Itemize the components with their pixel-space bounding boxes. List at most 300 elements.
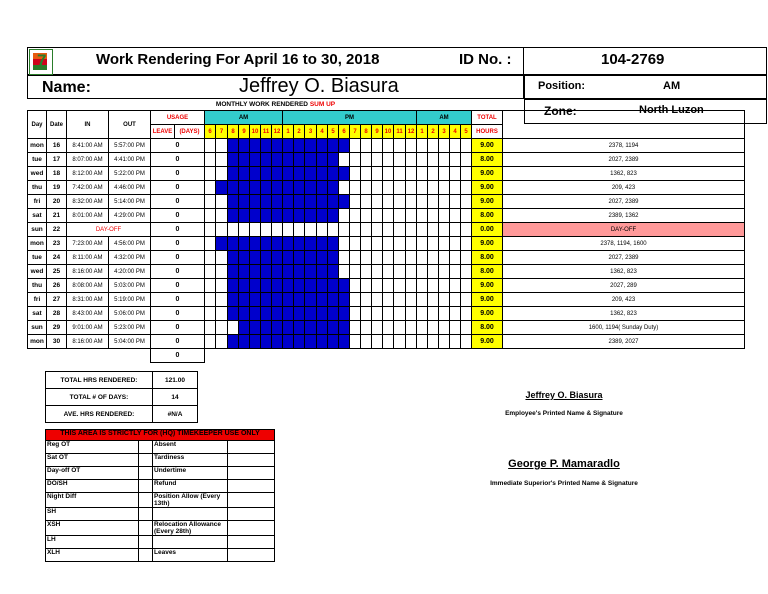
hour-cell: [383, 307, 394, 321]
row-note: 209, 423: [503, 293, 745, 307]
hour-cell: [428, 279, 439, 293]
hour-cell: [339, 195, 350, 209]
hour-cell: [317, 335, 328, 349]
hour-cell: [328, 335, 339, 349]
hour-cell: [328, 153, 339, 167]
hour-cell: [250, 335, 261, 349]
hour-cell: [339, 279, 350, 293]
hour-cell: [294, 223, 305, 237]
hq-right-label: Absent: [153, 441, 228, 454]
total-header: TOTAL: [472, 111, 503, 125]
hq-right-label: Leaves: [153, 549, 228, 562]
hour-col-header: 6: [339, 125, 350, 139]
usage-header: USAGE: [151, 111, 205, 125]
hour-cell: [261, 223, 272, 237]
row-leave: 0: [151, 307, 205, 321]
hour-cell: [250, 251, 261, 265]
hour-cell: [305, 279, 317, 293]
hour-cell: [461, 237, 472, 251]
hour-cell: [339, 293, 350, 307]
hour-cell: [350, 167, 361, 181]
hq-left-label: DO/SH: [46, 480, 139, 493]
hour-cell: [417, 251, 428, 265]
table-row: [28, 279, 745, 293]
hour-cell: [450, 279, 461, 293]
hour-cell: [239, 293, 250, 307]
hour-cell: [461, 195, 472, 209]
hour-cell: [305, 223, 317, 237]
hour-cell: [261, 209, 272, 223]
row-in: 8:07:00 AM: [67, 153, 109, 167]
hour-cell: [461, 181, 472, 195]
hour-cell: [328, 181, 339, 195]
hour-col-header: 11: [394, 125, 406, 139]
row-in: 8:11:00 AM: [67, 251, 109, 265]
hour-cell: [339, 307, 350, 321]
hour-cell: [439, 293, 450, 307]
hour-cell: [383, 251, 394, 265]
row-in: 8:41:00 AM: [67, 139, 109, 153]
hq-right-value: [228, 454, 275, 467]
row-out: 5:06:00 PM: [109, 307, 151, 321]
hour-cell: [272, 195, 283, 209]
hour-cell: [339, 167, 350, 181]
row-date: 30: [47, 335, 67, 349]
row-out: 4:41:00 PM: [109, 153, 151, 167]
table-row: [28, 139, 745, 153]
hour-cell: [406, 237, 417, 251]
hour-cell: [417, 167, 428, 181]
hour-cell: [450, 153, 461, 167]
hq-right-label: Position Allow (Every 13th): [153, 493, 228, 508]
row-total-hours: 8.00: [472, 321, 503, 335]
hour-cell: [261, 279, 272, 293]
hour-cell: [216, 251, 228, 265]
hour-cell: [261, 153, 272, 167]
hour-cell: [461, 251, 472, 265]
table-row: [28, 335, 745, 349]
hour-cell: [383, 223, 394, 237]
hour-cell: [261, 293, 272, 307]
table-row: [28, 293, 745, 307]
hour-cell: [461, 139, 472, 153]
hour-cell: [406, 139, 417, 153]
hour-cell: [328, 307, 339, 321]
hour-cell: [394, 307, 406, 321]
hour-cell: [283, 195, 294, 209]
hour-cell: [250, 321, 261, 335]
hour-col-header: 3: [439, 125, 450, 139]
table-row: [28, 251, 745, 265]
row-in: 8:01:00 AM: [67, 209, 109, 223]
hq-left-value: [139, 467, 153, 480]
row-total-hours: 9.00: [472, 237, 503, 251]
hour-cell: [272, 279, 283, 293]
hour-col-header: 1: [283, 125, 294, 139]
hour-cell: [272, 209, 283, 223]
hour-cell: [228, 209, 239, 223]
hq-right-label: Relocation Allowance (Every 28th): [153, 521, 228, 536]
hour-cell: [228, 293, 239, 307]
row-day: thu: [28, 279, 47, 293]
hour-cell: [361, 167, 372, 181]
hq-right-value: [228, 441, 275, 454]
hour-cell: [461, 335, 472, 349]
hour-cell: [417, 279, 428, 293]
hour-cell: [450, 181, 461, 195]
hour-cell: [350, 209, 361, 223]
hour-cell: [239, 335, 250, 349]
hq-timekeeper-table: [45, 429, 275, 562]
hour-cell: [372, 167, 383, 181]
hour-col-header: 11: [261, 125, 272, 139]
hour-cell: [283, 223, 294, 237]
hour-cell: [283, 265, 294, 279]
page-title: Work Rendering For April 16 to 30, 2018: [96, 51, 380, 68]
hour-cell: [361, 223, 372, 237]
hour-cell: [428, 209, 439, 223]
hour-cell: [272, 167, 283, 181]
hour-cell: [317, 153, 328, 167]
hour-cell: [283, 279, 294, 293]
hq-left-label: LH: [46, 536, 139, 549]
hour-cell: [383, 167, 394, 181]
hour-cell: [317, 307, 328, 321]
ave-hrs-label: AVE. HRS RENDERED:: [46, 406, 153, 423]
row-note: 2027, 289: [503, 279, 745, 293]
row-date: 27: [47, 293, 67, 307]
hour-cell: [317, 181, 328, 195]
hour-cell: [439, 335, 450, 349]
hour-cell: [461, 307, 472, 321]
am-header: AM: [205, 111, 283, 125]
total-hrs-label: TOTAL HRS RENDERED:: [46, 372, 153, 389]
hour-cell: [205, 321, 216, 335]
row-note: 1362, 823: [503, 307, 745, 321]
row-date: 20: [47, 195, 67, 209]
hour-cell: [350, 181, 361, 195]
hour-cell: [417, 335, 428, 349]
hour-cell: [205, 195, 216, 209]
hq-right-value: [228, 521, 275, 536]
row-note: 209, 423: [503, 181, 745, 195]
hour-cell: [272, 265, 283, 279]
hour-cell: [428, 139, 439, 153]
hour-cell: [383, 195, 394, 209]
hour-cell: [239, 209, 250, 223]
hour-cell: [339, 251, 350, 265]
hq-left-label: Sat OT: [46, 454, 139, 467]
hour-cell: [406, 293, 417, 307]
row-total-hours: 9.00: [472, 167, 503, 181]
hour-cell: [417, 293, 428, 307]
date-header: Date: [47, 111, 67, 139]
hq-left-label: Night Diff: [46, 493, 139, 508]
note-header-spacer: [503, 111, 745, 139]
hour-cell: [406, 209, 417, 223]
hour-col-header: 2: [428, 125, 439, 139]
days-header: (DAYS): [175, 125, 205, 139]
hour-cell: [461, 265, 472, 279]
hour-cell: [328, 251, 339, 265]
hour-cell: [428, 251, 439, 265]
row-total-hours: 9.00: [472, 195, 503, 209]
row-date: 16: [47, 139, 67, 153]
hour-cell: [339, 139, 350, 153]
hour-cell: [328, 279, 339, 293]
hour-cell: [294, 181, 305, 195]
hour-cell: [383, 321, 394, 335]
row-out: 4:29:00 PM: [109, 209, 151, 223]
hour-cell: [428, 181, 439, 195]
hour-cell: [461, 167, 472, 181]
hour-cell: [406, 265, 417, 279]
hour-cell: [428, 153, 439, 167]
zone-label: Zone:: [544, 104, 577, 118]
row-day: fri: [28, 293, 47, 307]
hour-cell: [250, 293, 261, 307]
hq-right-value: [228, 467, 275, 480]
hour-cell: [283, 139, 294, 153]
hour-cell: [239, 265, 250, 279]
hour-cell: [339, 181, 350, 195]
hour-cell: [294, 195, 305, 209]
hour-cell: [317, 251, 328, 265]
in-header: IN: [67, 111, 109, 139]
hour-col-header: 6: [205, 125, 216, 139]
hour-cell: [417, 195, 428, 209]
hour-cell: [283, 237, 294, 251]
hour-cell: [450, 209, 461, 223]
hour-cell: [439, 209, 450, 223]
row-date: 25: [47, 265, 67, 279]
hour-cell: [228, 321, 239, 335]
hour-cell: [305, 307, 317, 321]
row-day: wed: [28, 167, 47, 181]
hour-cell: [239, 237, 250, 251]
total-days-value: 14: [153, 389, 198, 406]
hour-cell: [305, 237, 317, 251]
seven-eleven-logo-icon: 7: [29, 49, 53, 75]
row-date: 23: [47, 237, 67, 251]
row-day: mon: [28, 237, 47, 251]
hour-cell: [294, 307, 305, 321]
hour-cell: [272, 223, 283, 237]
hour-cell: [339, 237, 350, 251]
hour-cell: [439, 153, 450, 167]
hour-cell: [461, 209, 472, 223]
hour-cell: [205, 181, 216, 195]
position-label: Position:: [538, 80, 586, 92]
hour-cell: [428, 265, 439, 279]
hour-cell: [317, 195, 328, 209]
hour-cell: [261, 167, 272, 181]
hq-left-label: XSH: [46, 521, 139, 536]
hour-cell: [239, 223, 250, 237]
row-date: 26: [47, 279, 67, 293]
hour-cell: [406, 251, 417, 265]
hour-cell: [372, 139, 383, 153]
row-total-hours: 8.00: [472, 209, 503, 223]
hour-cell: [328, 321, 339, 335]
hour-cell: [450, 293, 461, 307]
hour-cell: [361, 265, 372, 279]
hour-cell: [450, 167, 461, 181]
hour-cell: [239, 279, 250, 293]
row-day: sat: [28, 209, 47, 223]
hour-cell: [439, 279, 450, 293]
table-row: [28, 237, 745, 251]
hour-cell: [250, 279, 261, 293]
row-in: 8:32:00 AM: [67, 195, 109, 209]
hour-cell: [205, 167, 216, 181]
hour-cell: [339, 265, 350, 279]
hour-cell: [239, 195, 250, 209]
hour-cell: [228, 223, 239, 237]
hour-cell: [350, 265, 361, 279]
hour-cell: [406, 167, 417, 181]
hour-cell: [394, 321, 406, 335]
hq-left-label: Reg OT: [46, 441, 139, 454]
hour-cell: [272, 307, 283, 321]
hour-cell: [406, 195, 417, 209]
out-header: OUT: [109, 111, 151, 139]
hour-cell: [205, 307, 216, 321]
table-row: [28, 321, 745, 335]
hour-cell: [294, 237, 305, 251]
hq-left-label: SH: [46, 508, 139, 521]
row-total-hours: 8.00: [472, 153, 503, 167]
hour-cell: [228, 307, 239, 321]
hour-cell: [294, 209, 305, 223]
hour-cell: [394, 335, 406, 349]
hour-cell: [228, 279, 239, 293]
hour-cell: [439, 181, 450, 195]
hour-cell: [305, 139, 317, 153]
hour-cell: [417, 321, 428, 335]
hour-cell: [372, 279, 383, 293]
row-leave: 0: [151, 265, 205, 279]
hq-right-label: Undertime: [153, 467, 228, 480]
row-leave: 0: [151, 153, 205, 167]
hour-cell: [450, 321, 461, 335]
hour-cell: [461, 223, 472, 237]
hour-col-header: 7: [216, 125, 228, 139]
hour-cell: [205, 209, 216, 223]
hour-col-header: 4: [317, 125, 328, 139]
employee-name: Jeffrey O. Biasura: [525, 390, 603, 400]
hour-cell: [317, 223, 328, 237]
hour-cell: [417, 181, 428, 195]
hour-cell: [250, 307, 261, 321]
hour-cell: [372, 321, 383, 335]
hour-cell: [261, 251, 272, 265]
row-note: 2378, 1194: [503, 139, 745, 153]
row-out: 4:46:00 PM: [109, 181, 151, 195]
hour-cell: [394, 237, 406, 251]
hour-cell: [250, 237, 261, 251]
hour-cell: [439, 251, 450, 265]
hour-cell: [450, 307, 461, 321]
hour-cell: [350, 335, 361, 349]
row-note: 2027, 2389: [503, 195, 745, 209]
hour-cell: [406, 279, 417, 293]
hour-cell: [250, 265, 261, 279]
row-total-hours: 9.00: [472, 139, 503, 153]
superior-sig-label: Immediate Superior's Printed Name & Signature: [490, 480, 638, 487]
hour-cell: [394, 293, 406, 307]
row-out: 5:14:00 PM: [109, 195, 151, 209]
table-row: [28, 195, 745, 209]
hour-cell: [283, 209, 294, 223]
hour-cell: [283, 167, 294, 181]
hour-cell: [294, 139, 305, 153]
employee-sig-label: Employee's Printed Name & Signature: [505, 410, 623, 417]
hour-cell: [383, 279, 394, 293]
hq-left-value: [139, 536, 153, 549]
hour-cell: [283, 251, 294, 265]
hour-cell: [361, 279, 372, 293]
hour-cell: [406, 335, 417, 349]
hour-cell: [383, 139, 394, 153]
hour-cell: [339, 223, 350, 237]
hour-cell: [272, 321, 283, 335]
row-note: 2389, 1362: [503, 209, 745, 223]
table-row: [28, 181, 745, 195]
row-leave: 0: [151, 251, 205, 265]
hour-cell: [216, 195, 228, 209]
hq-left-value: [139, 454, 153, 467]
hour-cell: [216, 139, 228, 153]
hq-right-label: Tardiness: [153, 454, 228, 467]
hour-cell: [216, 293, 228, 307]
hour-cell: [250, 209, 261, 223]
hour-col-header: 2: [294, 125, 305, 139]
hour-cell: [406, 321, 417, 335]
row-date: 18: [47, 167, 67, 181]
row-in: 8:12:00 AM: [67, 167, 109, 181]
hour-cell: [216, 265, 228, 279]
row-day: tue: [28, 251, 47, 265]
hour-cell: [294, 293, 305, 307]
hour-cell: [328, 209, 339, 223]
hour-col-header: 12: [272, 125, 283, 139]
hour-cell: [305, 181, 317, 195]
hour-cell: [350, 195, 361, 209]
row-leave: 0: [151, 139, 205, 153]
hour-cell: [417, 139, 428, 153]
row-date: 24: [47, 251, 67, 265]
row-note: DAY-OFF: [503, 223, 745, 237]
hour-cell: [439, 321, 450, 335]
hour-col-header: 10: [250, 125, 261, 139]
hour-cell: [328, 195, 339, 209]
hq-right-value: [228, 508, 275, 521]
hour-cell: [205, 251, 216, 265]
hq-right-value: [228, 549, 275, 562]
hour-cell: [450, 265, 461, 279]
hour-cell: [317, 279, 328, 293]
hour-cell: [294, 321, 305, 335]
hour-cell: [317, 139, 328, 153]
row-in: 8:08:00 AM: [67, 279, 109, 293]
hour-cell: [339, 321, 350, 335]
row-out: 4:32:00 PM: [109, 251, 151, 265]
row-leave: 0: [151, 279, 205, 293]
hour-cell: [361, 237, 372, 251]
hour-cell: [216, 209, 228, 223]
hour-cell: [361, 307, 372, 321]
